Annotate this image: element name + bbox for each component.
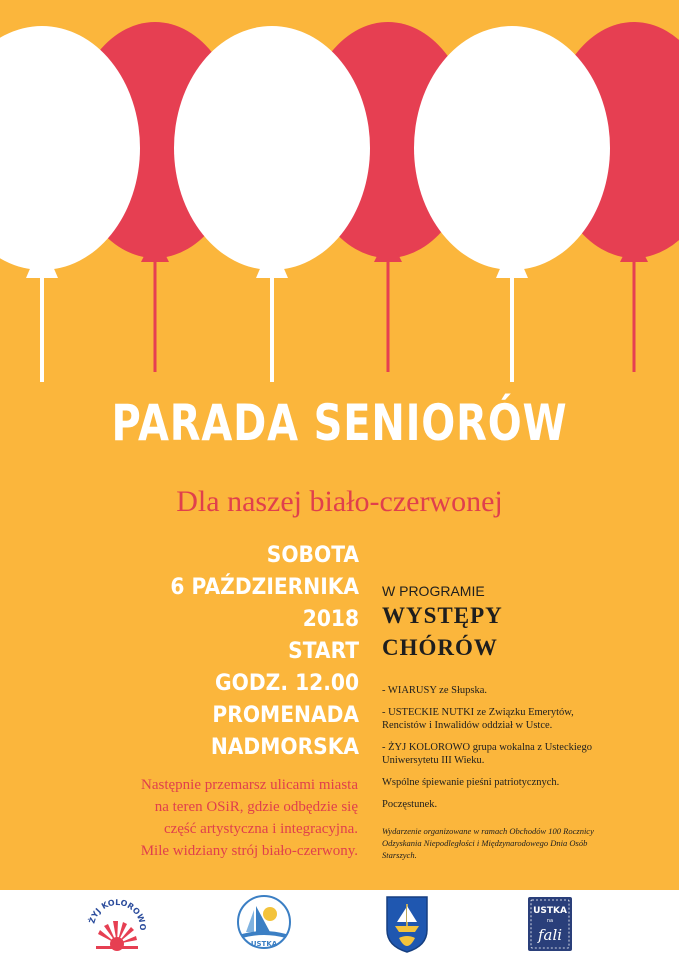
event-start: START [288,639,359,664]
program-item [382,706,632,732]
program-heading: W PROGRAMIE [382,583,485,599]
march-line: Następnie przemarsz ulicami miasta [141,777,358,793]
organizer-note [382,825,652,861]
event-details [170,540,359,764]
program-item-text: - ŻYJ KOLOROWO grupa wokalna z Usteckiego [382,742,592,753]
event-time: GODZ. 12.00 [214,671,359,696]
ustka-university-logo [236,894,292,954]
white-balloon-icon [414,26,610,382]
event-place-line-1: PROMENADA [212,703,359,728]
organizer-note-line: Wydarzenie organizowane w ramach Obchodów 100 Rocznicy [382,826,594,836]
program-highlight-line-1: WYSTĘPY [382,603,503,628]
program-item [382,798,632,811]
program-item-text: Poczęstunek. [382,799,438,810]
program-item [382,741,632,767]
march-line: część artystyczna i integracyjna. [163,821,358,837]
program-items [382,684,632,811]
ustka-coat-of-arms-icon [384,894,430,954]
organizer-note-line: Odzyskania Niepodległości i Międzynarodowego Dnia Osób [382,838,588,848]
poster-title: PARADA SENIORÓW [111,394,568,452]
event-year: 2018 [302,607,359,632]
event-date: 6 PAŹDZIERNIKA [170,575,359,600]
ustka-na-fali-text-3: fali [537,926,563,944]
event-day: SOBOTA [266,543,359,568]
zyj-kolorowo-logo-text: ŻYJ KOLOROWO [87,898,148,931]
ustka-na-fali-text-1: USTKA [533,906,567,916]
program-item-text: Wspólne śpiewanie pieśni patriotycznych. [382,777,560,788]
program-highlight-line-2: CHÓRÓW [382,635,498,660]
balloons-illustration [0,0,679,400]
program-item [382,684,632,697]
ustka-logo-text: USTKA [250,940,278,948]
program-item-text: Uniwersytetu III Wieku. [382,755,485,766]
march-line: Mile widziany strój biało-czerwony. [140,843,358,859]
march-line: na teren OSiR, gdzie odbędzie się [154,799,358,815]
organizer-note-line: Starszych. [382,850,417,860]
white-balloon-icon [0,26,140,382]
logo-footer [0,890,679,960]
march-description [58,774,358,862]
program-item [382,776,632,789]
zyj-kolorowo-logo [86,898,148,954]
white-balloon-icon [174,26,370,382]
ustka-na-fali-text-2: na [546,918,554,924]
poster-subtitle: Dla naszej biało-czerwonej [176,485,503,518]
program-item-text: Rencistów i Inwalidów oddział w Ustce. [382,720,553,731]
event-place-line-2: NADMORSKA [210,735,359,760]
ustka-na-fali-logo [527,896,573,952]
program-item-text: - WIARUSY ze Słupska. [382,685,487,696]
program-section [382,582,632,861]
program-item-text: - USTECKIE NUTKI ze Związku Emerytów, [382,707,574,718]
